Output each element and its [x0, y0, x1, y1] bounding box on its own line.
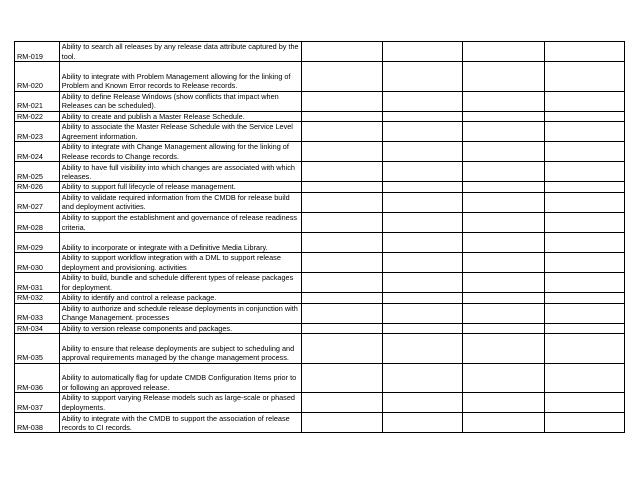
empty-cell — [545, 182, 625, 192]
table-row — [15, 162, 625, 182]
empty-cell — [545, 232, 625, 252]
empty-cell — [382, 232, 463, 252]
requirement-id: RM-027 — [15, 192, 60, 212]
empty-cell — [301, 182, 382, 192]
table-row — [15, 303, 625, 323]
requirement-id: RM-022 — [15, 111, 60, 121]
empty-cell — [545, 122, 625, 142]
table-row — [15, 111, 625, 121]
requirement-description: Ability to validate required information from the CMDB for release build and deployment activities. — [59, 192, 301, 212]
empty-cell — [545, 323, 625, 333]
empty-cell — [545, 303, 625, 323]
requirement-id: RM-029 — [15, 232, 60, 252]
empty-cell — [382, 334, 463, 364]
empty-cell — [463, 273, 545, 293]
empty-cell — [301, 42, 382, 62]
empty-cell — [545, 62, 625, 92]
empty-cell — [382, 293, 463, 303]
empty-cell — [301, 303, 382, 323]
requirement-description: Ability to identify and control a release package. — [59, 293, 301, 303]
empty-cell — [382, 303, 463, 323]
empty-cell — [463, 91, 545, 111]
table-row — [15, 393, 625, 413]
empty-cell — [301, 162, 382, 182]
empty-cell — [301, 413, 382, 433]
requirement-description: Ability to define Release Windows (show conflicts that impact when Releases can be scheduled). — [59, 91, 301, 111]
requirement-description: Ability to have full visibility into which changes are associated with which releases. — [59, 162, 301, 182]
empty-cell — [463, 122, 545, 142]
requirement-description: Ability to create and publish a Master Release Schedule. — [59, 111, 301, 121]
empty-cell — [382, 393, 463, 413]
empty-cell — [382, 192, 463, 212]
empty-cell — [301, 334, 382, 364]
empty-cell — [301, 232, 382, 252]
empty-cell — [463, 142, 545, 162]
requirement-description: Ability to integrate with Problem Management allowing for the linking of Problem and Known Error records to Release records. — [59, 62, 301, 92]
empty-cell — [301, 323, 382, 333]
empty-cell — [463, 212, 545, 232]
requirement-id: RM-020 — [15, 62, 60, 92]
requirement-id: RM-033 — [15, 303, 60, 323]
empty-cell — [301, 212, 382, 232]
table-row — [15, 323, 625, 333]
empty-cell — [463, 363, 545, 393]
empty-cell — [301, 62, 382, 92]
requirement-id: RM-030 — [15, 253, 60, 273]
requirement-description: Ability to support the establishment and governance of release readiness criteria. — [59, 212, 301, 232]
empty-cell — [545, 42, 625, 62]
empty-cell — [545, 212, 625, 232]
requirement-id: RM-024 — [15, 142, 60, 162]
empty-cell — [463, 111, 545, 121]
empty-cell — [301, 122, 382, 142]
requirement-id: RM-031 — [15, 273, 60, 293]
table-row — [15, 334, 625, 364]
requirement-description: Ability to authorize and schedule release deployments in conjunction with Change Management. processes — [59, 303, 301, 323]
table-row — [15, 212, 625, 232]
empty-cell — [463, 413, 545, 433]
table-row — [15, 182, 625, 192]
empty-cell — [463, 323, 545, 333]
table-row — [15, 91, 625, 111]
empty-cell — [463, 42, 545, 62]
empty-cell — [463, 162, 545, 182]
empty-cell — [301, 91, 382, 111]
empty-cell — [301, 111, 382, 121]
empty-cell — [382, 111, 463, 121]
table-row — [15, 293, 625, 303]
empty-cell — [382, 323, 463, 333]
empty-cell — [382, 162, 463, 182]
requirements-table — [14, 41, 625, 433]
empty-cell — [301, 192, 382, 212]
empty-cell — [382, 273, 463, 293]
table-row — [15, 142, 625, 162]
requirement-description: Ability to automatically flag for update CMDB Configuration Items prior to or following an approved release. — [59, 363, 301, 393]
requirement-id: RM-028 — [15, 212, 60, 232]
empty-cell — [382, 182, 463, 192]
empty-cell — [382, 91, 463, 111]
empty-cell — [382, 363, 463, 393]
table-row — [15, 363, 625, 393]
requirement-id: RM-034 — [15, 323, 60, 333]
requirement-id: RM-038 — [15, 413, 60, 433]
requirement-id: RM-037 — [15, 393, 60, 413]
empty-cell — [463, 393, 545, 413]
empty-cell — [545, 162, 625, 182]
empty-cell — [463, 192, 545, 212]
table-row — [15, 232, 625, 252]
empty-cell — [545, 273, 625, 293]
empty-cell — [301, 363, 382, 393]
requirement-description: Ability to associate the Master Release Schedule with the Service Level Agreement information. — [59, 122, 301, 142]
requirement-description: Ability to build, bundle and schedule different types of release packages for deployment. — [59, 273, 301, 293]
requirement-description: Ability to incorporate or integrate with a Definitive Media Library. — [59, 232, 301, 252]
empty-cell — [301, 393, 382, 413]
empty-cell — [382, 212, 463, 232]
empty-cell — [463, 303, 545, 323]
requirement-id: RM-036 — [15, 363, 60, 393]
empty-cell — [545, 334, 625, 364]
empty-cell — [463, 293, 545, 303]
requirement-description: Ability to integrate with Change Management allowing for the linking of Release records to Change records. — [59, 142, 301, 162]
table-row — [15, 42, 625, 62]
requirement-id: RM-032 — [15, 293, 60, 303]
requirement-description: Ability to ensure that release deployments are subject to scheduling and approval requirements managed by the change management process. — [59, 334, 301, 364]
requirement-description: Ability to support varying Release models such as large-scale or phased deployments. — [59, 393, 301, 413]
table-row — [15, 413, 625, 433]
empty-cell — [382, 62, 463, 92]
empty-cell — [301, 293, 382, 303]
table-row — [15, 122, 625, 142]
requirement-description: Ability to support workflow integration with a DML to support release deployment and provisioning. activities — [59, 253, 301, 273]
empty-cell — [382, 142, 463, 162]
empty-cell — [545, 142, 625, 162]
empty-cell — [463, 253, 545, 273]
requirement-description: Ability to version release components and packages. — [59, 323, 301, 333]
empty-cell — [463, 182, 545, 192]
empty-cell — [545, 293, 625, 303]
requirement-id: RM-021 — [15, 91, 60, 111]
requirement-id: RM-023 — [15, 122, 60, 142]
empty-cell — [463, 232, 545, 252]
empty-cell — [382, 253, 463, 273]
empty-cell — [545, 91, 625, 111]
empty-cell — [545, 253, 625, 273]
requirement-description: Ability to support full lifecycle of release management. — [59, 182, 301, 192]
requirements-sheet — [14, 41, 625, 433]
empty-cell — [382, 413, 463, 433]
empty-cell — [545, 363, 625, 393]
empty-cell — [545, 393, 625, 413]
empty-cell — [545, 111, 625, 121]
table-row — [15, 192, 625, 212]
empty-cell — [463, 334, 545, 364]
empty-cell — [301, 253, 382, 273]
requirement-description: Ability to integrate with the CMDB to support the association of release records to CI records. — [59, 413, 301, 433]
table-row — [15, 253, 625, 273]
empty-cell — [301, 142, 382, 162]
empty-cell — [545, 413, 625, 433]
empty-cell — [382, 122, 463, 142]
empty-cell — [463, 62, 545, 92]
table-row — [15, 62, 625, 92]
requirement-id: RM-035 — [15, 334, 60, 364]
requirement-description: Ability to search all releases by any release data attribute captured by the tool. — [59, 42, 301, 62]
table-row — [15, 273, 625, 293]
empty-cell — [301, 273, 382, 293]
requirement-id: RM-026 — [15, 182, 60, 192]
empty-cell — [382, 42, 463, 62]
empty-cell — [545, 192, 625, 212]
requirement-id: RM-019 — [15, 42, 60, 62]
requirement-id: RM-025 — [15, 162, 60, 182]
